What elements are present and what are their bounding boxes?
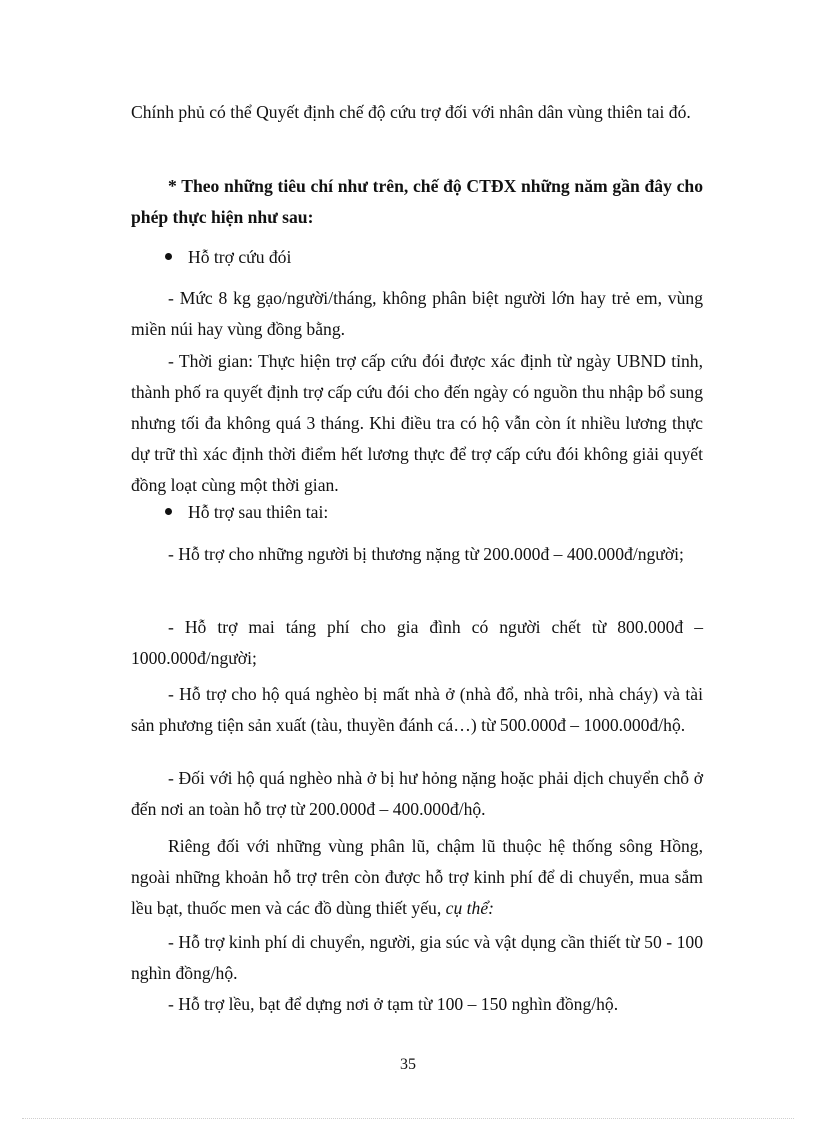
paragraph-relocation-support: - Hỗ trợ kinh phí di chuyển, người, gia súc và vật dụng cần thiết từ 50 - 100 nghìn đồng/hộ. [131,932,703,983]
bullet-dot-icon [165,253,172,260]
paragraph-lost-house-support: - Hỗ trợ cho hộ quá nghèo bị mất nhà ở (nhà đổ, nhà trôi, nhà cháy) và tài sản phương tiện sản xuất (tàu, thuyền đánh cá…) từ 500.000đ – 1000.000đ/hộ. [131,684,703,735]
paragraph-rice-level: - Mức 8 kg gạo/người/tháng, không phân biệt người lớn hay trẻ em, vùng miền núi hay vùng đồng bằng. [131,288,703,339]
paragraph-duration: - Thời gian: Thực hiện trợ cấp cứu đói được xác định từ ngày UBND tỉnh, thành phố ra quyết định trợ cấp cứu đói cho đến ngày có nguồn thu nhập bổ sung nhưng tối đa không quá 3 tháng. Khi điều tra có hộ vẫn còn ít nhiều lương thực dự trữ thì xác định thời điểm hết lương thực để trợ cấp cứu đói không giải quyết đồng loạt cùng một thời gian. [131,351,703,495]
bullet-item-famine-relief [165,242,291,273]
paragraph-damaged-house-support: - Đối với hộ quá nghèo nhà ở bị hư hỏng nặng hoặc phải dịch chuyển chỗ ở đến nơi an toàn hỗ trợ từ 200.000đ – 400.000đ/hộ. [131,768,703,819]
paragraph-flood-zone-italic: cụ thể: [445,898,494,918]
paragraph-intro: Chính phủ có thể Quyết định chế độ cứu trợ đối với nhân dân vùng thiên tai đó. [131,102,691,122]
paragraph-injured-support: - Hỗ trợ cho những người bị thương nặng từ 200.000đ – 400.000đ/người; [168,544,684,564]
bullet-label: Hỗ trợ cứu đói [188,247,292,267]
paragraph-tent-support: - Hỗ trợ lều, bạt để dựng nơi ở tạm từ 100 – 150 nghìn đồng/hộ. [168,994,619,1014]
bullet-label: Hỗ trợ sau thiên tai: [188,502,329,522]
page-number: 35 [400,1056,416,1073]
bullet-item-post-disaster [165,497,328,528]
paragraph-flood-zone [131,831,703,924]
paragraph-funeral-support: - Hỗ trợ mai táng phí cho gia đình có người chết từ 800.000đ – 1000.000đ/người; [131,617,703,668]
section-heading: * Theo những tiêu chí như trên, chế độ CTĐX những năm gần đây cho phép thực hiện như sau: [131,176,703,227]
bullet-dot-icon [165,508,172,515]
page-bottom-divider [22,1118,794,1119]
paragraph-flood-zone-text: Riêng đối với những vùng phân lũ, chậm lũ thuộc hệ thống sông Hồng, ngoài những khoản hỗ trợ trên còn được hỗ trợ kinh phí để di chuyển, mua sắm lều bạt, thuốc men và các đồ dùng thiết yếu, [131,836,703,918]
